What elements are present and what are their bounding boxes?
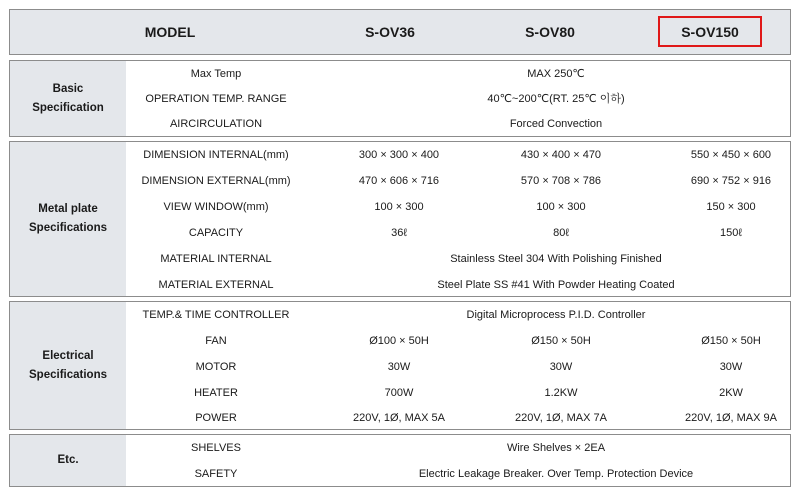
- spec-row: [126, 354, 790, 380]
- spec-value-s-ov36: 100 × 300: [374, 201, 424, 213]
- spec-value-s-ov36: Ø100 × 50H: [369, 335, 429, 347]
- spec-value-s-ov150: 150ℓ: [720, 227, 742, 239]
- spec-value: Digital Microprocess P.I.D. Controller: [466, 309, 646, 321]
- spec-row: [126, 272, 790, 298]
- spec-value-s-ov36: 30W: [387, 361, 411, 373]
- spec-value-s-ov80: 430 × 400 × 470: [520, 149, 602, 161]
- spec-name: POWER: [195, 412, 237, 424]
- spec-name: VIEW WINDOW(mm): [163, 201, 269, 213]
- spec-value-s-ov80: Ø150 × 50H: [531, 335, 591, 347]
- model-s-ov150: S-OV150: [681, 24, 739, 40]
- section-etc: [9, 434, 791, 487]
- section-label-etc: [10, 435, 126, 486]
- spec-value-s-ov150: 30W: [719, 361, 743, 373]
- spec-value-s-ov36: 36ℓ: [391, 227, 407, 239]
- spec-value: Wire Shelves × 2EA: [506, 442, 606, 454]
- section-label-basic: [10, 61, 126, 136]
- spec-value: MAX 250℃: [527, 68, 585, 80]
- spec-name: DIMENSION INTERNAL(mm): [143, 149, 289, 161]
- spec-row: [126, 435, 790, 461]
- spec-row: [126, 194, 790, 220]
- section-electrical: [9, 301, 791, 430]
- model-s-ov36: S-OV36: [365, 24, 415, 40]
- header-row: [9, 9, 791, 55]
- spec-row: [126, 168, 790, 194]
- spec-value: Stainless Steel 304 With Polishing Finished: [450, 253, 662, 265]
- spec-value-s-ov80: 100 × 300: [536, 201, 586, 213]
- section-basic: [9, 60, 791, 137]
- spec-value-s-ov36: 470 × 606 × 716: [358, 175, 440, 187]
- spec-value-s-ov150: 550 × 450 × 600: [690, 149, 772, 161]
- spec-row: [126, 142, 790, 168]
- spec-row: [126, 86, 790, 112]
- model-s-ov80: S-OV80: [525, 24, 575, 40]
- spec-row: [126, 405, 790, 431]
- spec-value: Electric Leakage Breaker. Over Temp. Protection Device: [418, 468, 694, 480]
- model-header: MODEL: [144, 24, 196, 40]
- spec-row: [126, 380, 790, 406]
- spec-value-s-ov36: 300 × 300 × 400: [358, 149, 440, 161]
- spec-name: MATERIAL INTERNAL: [160, 253, 272, 265]
- section-label-metal: [10, 142, 126, 296]
- spec-row: [126, 220, 790, 246]
- etc-label: Etc.: [57, 454, 79, 466]
- spec-value-s-ov150: 150 × 300: [706, 201, 756, 213]
- spec-row: [126, 246, 790, 272]
- spec-name: TEMP.& TIME CONTROLLER: [142, 309, 290, 321]
- metal-label: Metal plate Specifications: [29, 203, 107, 234]
- highlight-box: [658, 16, 762, 47]
- spec-name: MATERIAL EXTERNAL: [158, 279, 274, 291]
- spec-row: [126, 302, 790, 328]
- spec-row: [126, 61, 790, 87]
- electrical-label: Electrical Specifications: [29, 349, 107, 381]
- spec-name: Max Temp: [190, 68, 242, 80]
- spec-value-s-ov150: 220V, 1Ø, MAX 9A: [685, 412, 777, 424]
- section-metal: [9, 141, 791, 297]
- spec-value: Steel Plate SS #41 With Powder Heating Coated: [437, 279, 675, 291]
- spec-value: Forced Convection: [509, 118, 603, 130]
- spec-value-s-ov80: 570 × 708 × 786: [520, 175, 602, 187]
- spec-name: SHELVES: [191, 442, 241, 454]
- spec-value: 40℃~200℃(RT. 25℃ 이하): [487, 93, 625, 105]
- spec-name: DIMENSION EXTERNAL(mm): [141, 175, 291, 187]
- spec-name: OPERATION TEMP. RANGE: [145, 93, 287, 105]
- spec-value-s-ov80: 30W: [549, 361, 573, 373]
- spec-value-s-ov36: 700W: [384, 387, 414, 399]
- basic-label: Basic Specification: [32, 82, 104, 114]
- section-label-electrical: [10, 302, 126, 429]
- spec-name: AIRCIRCULATION: [169, 118, 263, 130]
- spec-name: FAN: [205, 335, 227, 347]
- spec-value-s-ov80: 1.2KW: [544, 387, 578, 399]
- spec-value-s-ov80: 220V, 1Ø, MAX 7A: [515, 412, 607, 424]
- spec-value-s-ov150: 2KW: [719, 387, 743, 399]
- spec-value-s-ov80: 80ℓ: [553, 227, 569, 239]
- spec-value-s-ov36: 220V, 1Ø, MAX 5A: [353, 412, 445, 424]
- spec-name: CAPACITY: [188, 227, 244, 239]
- spec-name: MOTOR: [195, 361, 237, 373]
- spec-value-s-ov150: 690 × 752 × 916: [690, 175, 772, 187]
- spec-name: SAFETY: [194, 468, 238, 480]
- spec-row: [126, 111, 790, 137]
- spec-value-s-ov150: Ø150 × 50H: [701, 335, 761, 347]
- spec-row: [126, 328, 790, 354]
- spec-row: [126, 461, 790, 487]
- spec-name: HEATER: [194, 387, 238, 399]
